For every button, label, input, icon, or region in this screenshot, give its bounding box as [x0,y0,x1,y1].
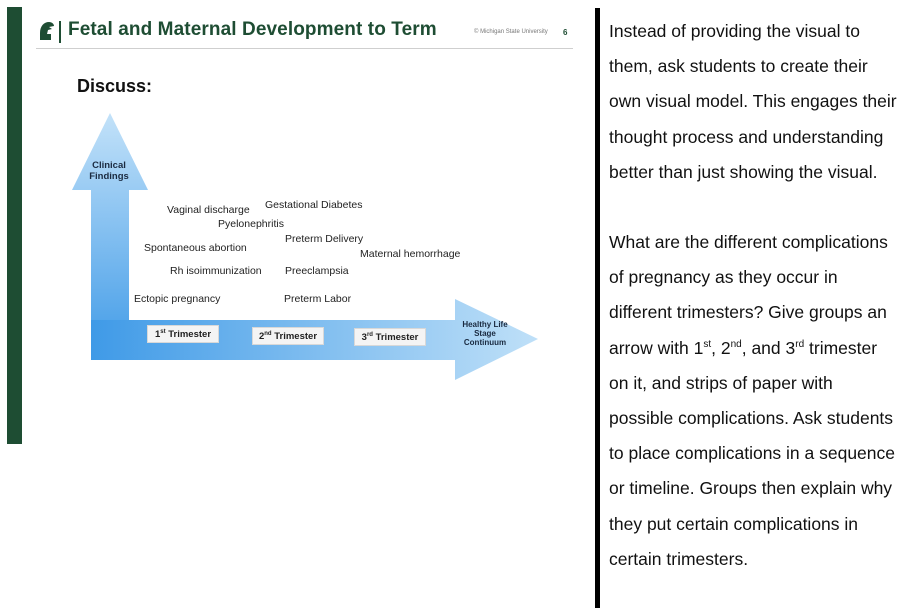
y-axis-label: Clinical Findings [89,160,129,182]
complication-vaginal-discharge: Vaginal discharge [167,204,250,216]
timeline-arrow [0,0,585,450]
slide-title: Fetal and Maternal Development to Term [68,19,437,40]
discuss-heading: Discuss: [77,76,153,96]
complication-pyelonephritis: Pyelonephritis [218,218,284,230]
complication-rh-isoimmunization: Rh isoimmunization [170,265,262,277]
column-divider [595,8,600,608]
notes-paragraph-2: What are the different complications of pregnancy as they occur in different trimesters? Give groups an arrow with 1st, 2nd, and 3rd trimester on it, and strips of paper with possible complications. Ask students to place complications in a sequence or timeline. Groups then explain why they put certain complications in certain trimesters. [609,232,896,569]
trimester-label-3: 3rd Trimester [354,328,426,346]
instructor-notes [609,14,901,577]
slide-page-number: 6 [563,28,568,37]
complication-maternal-hemorrhage: Maternal hemorrhage [360,248,461,260]
complication-gestational-diabetes: Gestational Diabetes [265,199,363,211]
complication-preeclampsia: Preeclampsia [285,265,349,277]
x-axis-label: Healthy Life Stage Continuum [462,320,508,347]
trimester-label-1: 1st Trimester [147,325,219,343]
notes-paragraph-1: Instead of providing the visual to them, ask students to create their own visual model. This engages their thought process and understanding better than just showing the visual. [609,21,897,182]
trimester-label-2: 2nd Trimester [252,327,324,345]
complication-ectopic-pregnancy: Ectopic pregnancy [134,293,221,305]
complication-preterm-delivery: Preterm Delivery [285,233,364,245]
complication-preterm-labor: Preterm Labor [284,293,352,305]
copyright-text: © Michigan State University [474,29,548,35]
complication-spontaneous-abortion: Spontaneous abortion [144,242,247,254]
